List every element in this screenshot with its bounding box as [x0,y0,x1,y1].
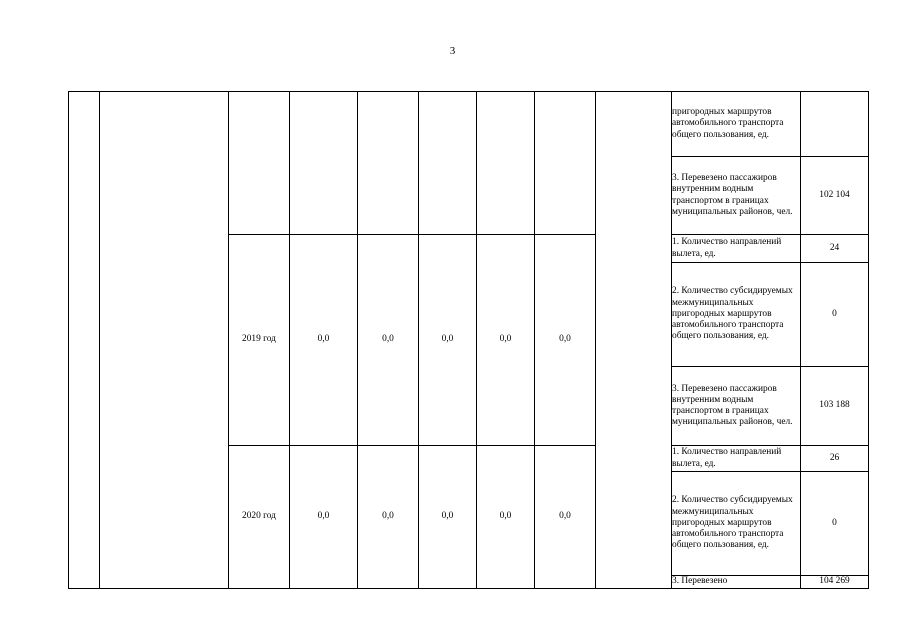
amount-cell [477,92,535,235]
amount-cell [419,92,477,235]
amount-cell [535,92,596,235]
year-cell [229,92,290,235]
indicator-text: пригородных маршрутов автомобильного транспорта общего пользования, ед. [672,92,801,157]
amount-cell: 0,0 [535,446,596,589]
amount-cell: 0,0 [290,235,358,446]
indicator-value: 24 [801,235,869,263]
indicator-text: 2. Количество субсидируемых межмуниципальных пригородных маршрутов автомобильного транспорта общего пользования, ед. [672,472,801,576]
indicator-value: 104 269 [801,576,869,589]
indicator-value: 0 [801,263,869,367]
indicator-value: 103 188 [801,367,869,446]
indicator-text: 1. Количество направлений вылета, ед. [672,235,801,263]
amount-cell [358,92,419,235]
number-cell [69,92,100,589]
indicator-value: 26 [801,446,869,472]
amount-cell: 0,0 [290,446,358,589]
amount-cell: 0,0 [477,235,535,446]
amount-cell: 0,0 [477,446,535,589]
amount-cell [290,92,358,235]
year-cell: 2019 год [229,235,290,446]
indicator-text: 3. Перевезено пассажиров внутренним водным транспортом в границах муниципальных районов, чел. [672,157,801,235]
amount-cell: 0,0 [419,446,477,589]
amount-cell: 0,0 [358,235,419,446]
amount-cell: 0,0 [535,235,596,446]
indicator-text: 2. Количество субсидируемых межмуниципальных пригородных маршрутов автомобильного транспорта общего пользования, ед. [672,263,801,367]
page-number: 3 [449,45,456,57]
indicator-text: 3. Перевезено [672,576,801,589]
year-cell: 2020 год [229,446,290,589]
table-row [69,92,869,157]
indicator-value: 0 [801,472,869,576]
executor-cell [596,92,672,589]
indicator-text: 3. Перевезено пассажиров внутренним водным транспортом в границах муниципальных районов, чел. [672,367,801,446]
amount-cell: 0,0 [419,235,477,446]
indicator-value: 102 104 [801,157,869,235]
indicator-value [801,92,869,157]
indicator-text: 1. Количество направлений вылета, ед. [672,446,801,472]
amount-cell: 0,0 [358,446,419,589]
task-name-cell [100,92,229,589]
program-table [68,91,869,589]
